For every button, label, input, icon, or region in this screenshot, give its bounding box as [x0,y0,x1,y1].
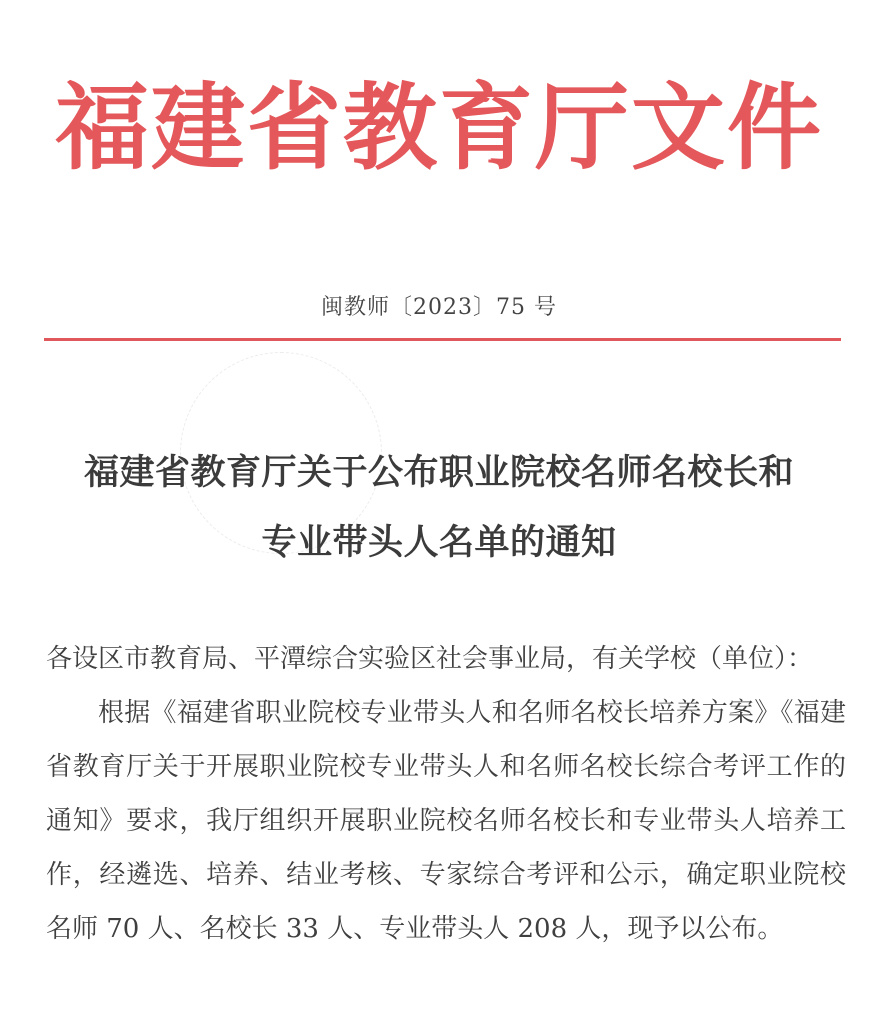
document-title [0,438,878,578]
body-paragraph: 根据《福建省职业院校专业带头人和名师名校长培养方案》《福建省教育厅关于开展职业院校专业带头人和名师名校长综合考评工作的通知》要求，我厅组织开展职业院校名师名校长和专业带头人培养工作，经遴选、培养、结业考核、专家综合考评和公示，确定职业院校名师 70 人、名校长 33 人、专业带头人 208 人，现予以公布。 [46,698,846,944]
salutation: 各设区市教育局、平潭综合实验区社会事业局，有关学校（单位）： [46,644,814,674]
document-masthead: 福建省教育厅文件 [54,74,823,183]
title-line-2: 专业带头人名单的通知 [261,523,617,563]
document-number: 闽教师〔2023〕75 号 [321,295,557,320]
title-line-1: 福建省教育厅关于公布职业院校名师名校长和 [83,453,794,493]
document-body [46,632,846,956]
red-separator-line [44,338,841,341]
